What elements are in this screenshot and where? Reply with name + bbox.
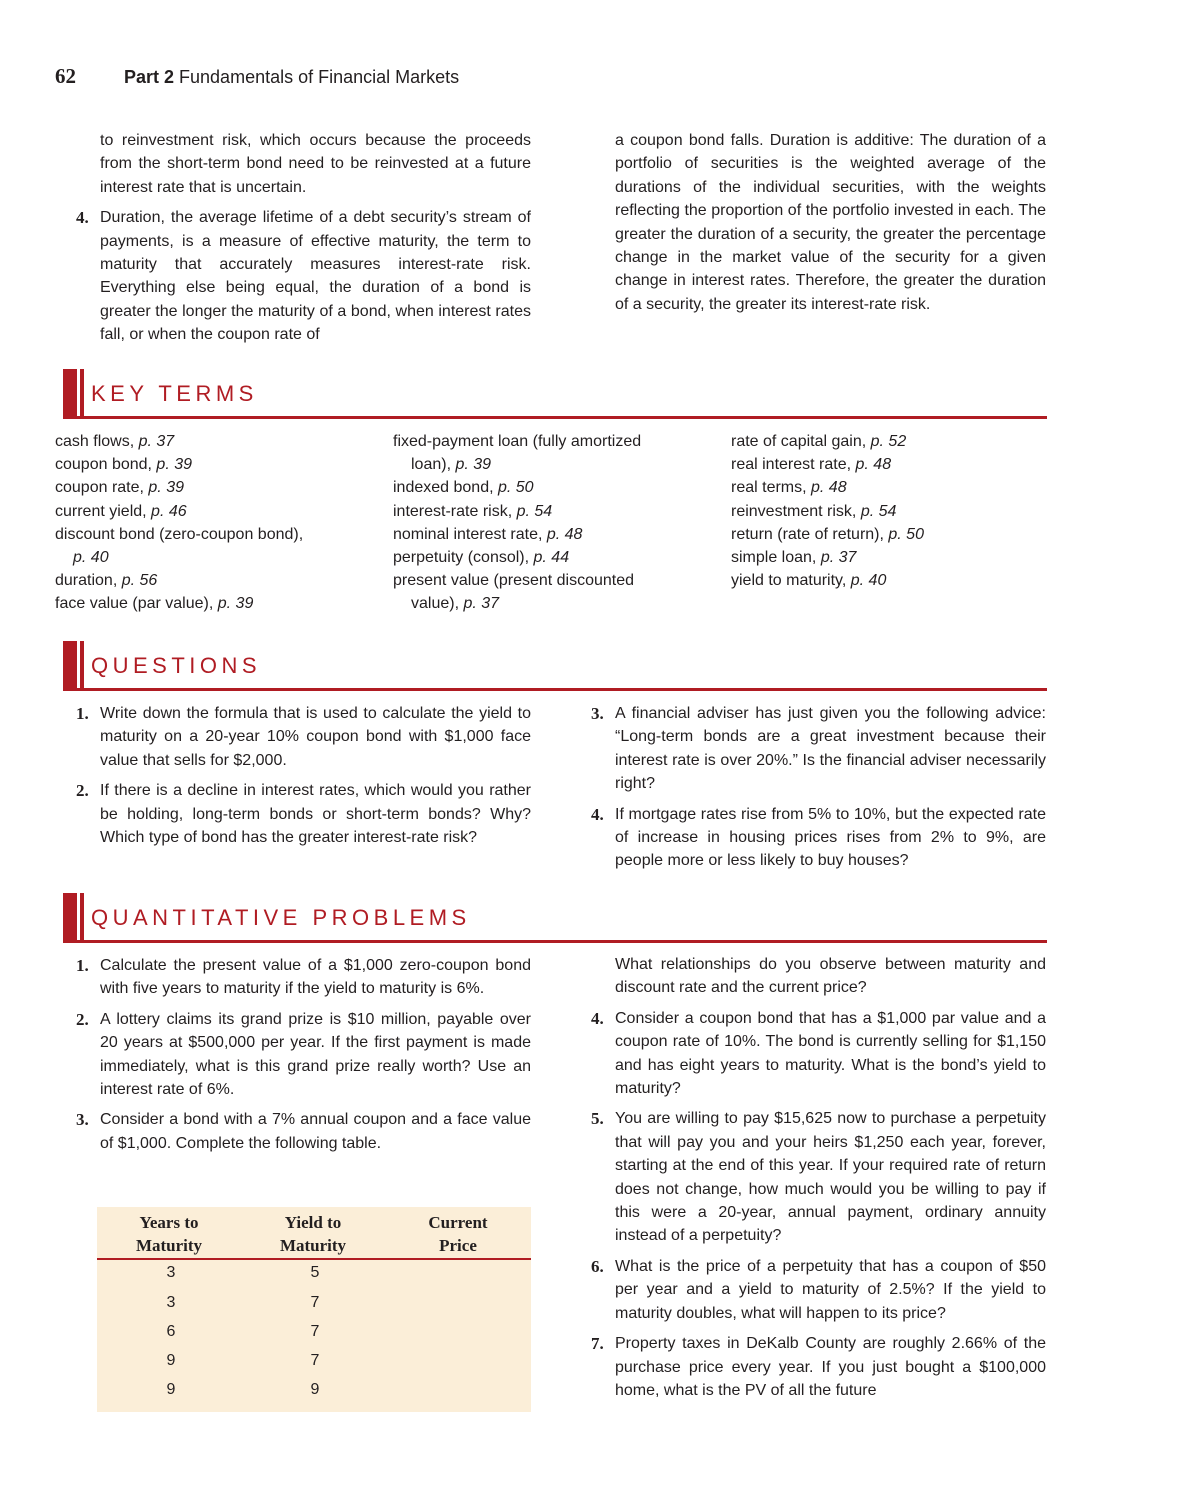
- problem-item: [591, 1107, 1046, 1247]
- key-term-page-ref: p. 50: [888, 525, 924, 543]
- key-term: [393, 546, 641, 569]
- key-term-page-ref: p. 48: [546, 525, 583, 543]
- question-item: [76, 779, 531, 849]
- key-term-label: fixed-payment loan (fully amortized: [393, 433, 642, 450]
- key-term: [393, 430, 641, 453]
- key-term-label: yield to maturity,: [731, 572, 851, 590]
- key-term-page-ref: p. 48: [855, 456, 892, 474]
- key-term-label: real interest rate,: [731, 456, 856, 474]
- section-title: QUESTIONS: [91, 653, 262, 678]
- question-item: [591, 702, 1046, 796]
- key-term: [393, 476, 641, 499]
- key-term: [731, 523, 924, 546]
- page-number: 62: [55, 64, 76, 88]
- table-cell-yield: 9: [310, 1381, 320, 1398]
- key-term: [55, 569, 303, 592]
- running-head: [55, 64, 459, 89]
- table-cell-years: 3: [166, 1264, 176, 1281]
- key-term-page-ref: p. 44: [533, 549, 570, 567]
- key-term: [393, 523, 641, 546]
- key-term-page-ref: p. 39: [217, 595, 254, 613]
- table-header-row: [97, 1207, 531, 1260]
- question-item: [76, 702, 531, 772]
- key-term-page-ref: p. 54: [516, 502, 553, 520]
- problem-text: Consider a coupon bond that has a $1,000 par value and a coupon rate of 10%. The bond is currently selling for $1,150 and has eight years to maturity. What is the bond’s yield to maturity?: [615, 1009, 1046, 1098]
- table-row: [97, 1348, 531, 1377]
- problem-text: Property taxes in DeKalb County are roughly 2.66% of the purchase price every year. If you just bought a $100,000 home, what is the PV of all the future: [615, 1335, 1046, 1399]
- key-term: [55, 546, 303, 569]
- table-row: [97, 1290, 531, 1319]
- key-term-page-ref: p. 54: [860, 502, 897, 520]
- key-term-page-ref: p. 52: [870, 433, 907, 450]
- part-label: Part 2: [124, 67, 175, 87]
- key-term: [393, 569, 641, 592]
- part-title: Fundamentals of Financial Markets: [179, 67, 460, 87]
- problem-number: 6.: [591, 1256, 604, 1276]
- section-marker-thin: [80, 893, 84, 941]
- table-header-yield: Yield to Maturity: [279, 1213, 347, 1255]
- problem-item: [591, 1332, 1046, 1402]
- key-term: [731, 476, 924, 499]
- key-term: [731, 569, 924, 592]
- summary-right-column: [615, 129, 1046, 316]
- problem-item: [76, 954, 531, 1001]
- section-rule: [63, 416, 1047, 419]
- summary-item-4: [76, 206, 531, 346]
- key-term: [393, 453, 641, 476]
- table-cell-yield: 7: [310, 1294, 320, 1311]
- problem-number: 5.: [591, 1109, 604, 1129]
- key-term: [731, 546, 924, 569]
- key-terms-heading: [63, 369, 1047, 419]
- problem-number: 3.: [76, 1110, 89, 1130]
- key-term-page-ref: p. 40: [850, 572, 887, 590]
- key-term: [393, 592, 641, 615]
- table-cell-years: 6: [166, 1323, 176, 1340]
- key-term-label: return (rate of return),: [731, 525, 889, 543]
- problem-text: You are willing to pay $15,625 now to purchase a perpetuity that will pay you and your heirs $1,250 each year, forever, starting at the end of this year. If your required rate of return does not change, how much would you be willing to pay if this were a 20-year, annual payment, ordinary annuity instead of a perpetuity?: [615, 1110, 1046, 1245]
- table-cell-years: 9: [166, 1352, 176, 1369]
- summary-continuation: to reinvestment risk, which occurs because the proceeds from the short-term bond need to be reinvested at a future interest rate that is uncertain.: [100, 132, 531, 196]
- summary-left-column: [76, 129, 531, 347]
- key-term-page-ref: p. 37: [138, 433, 175, 450]
- key-term-label: coupon rate,: [55, 479, 149, 497]
- question-item: [591, 803, 1046, 873]
- table-header-years: Years to Maturity: [135, 1213, 203, 1255]
- key-term: [55, 523, 303, 546]
- key-term-label: coupon bond,: [55, 456, 157, 474]
- key-term-page-ref: p. 46: [151, 502, 187, 520]
- section-marker: [63, 893, 77, 941]
- key-term-label: face value (par value),: [55, 595, 218, 613]
- key-term-label: discount bond (zero-coupon bond),: [55, 525, 304, 543]
- question-number: 3.: [591, 704, 604, 723]
- section-title: KEY TERMS: [91, 381, 258, 406]
- key-term-label: real terms,: [731, 479, 812, 497]
- key-term: [55, 476, 303, 499]
- table-cell-years: 3: [166, 1294, 176, 1311]
- problem-item: [591, 1007, 1046, 1101]
- question-number: 2.: [76, 781, 89, 801]
- problem-item: [76, 1008, 531, 1102]
- key-term-page-ref: p. 39: [156, 456, 193, 474]
- key-terms-column-3: [731, 430, 924, 592]
- key-term: [55, 592, 303, 615]
- bond-price-table: [97, 1207, 531, 1412]
- problem-number: 4.: [591, 1008, 604, 1028]
- key-term: [393, 500, 641, 523]
- table-header-price: Current Price: [428, 1213, 488, 1255]
- problem-text: What is the price of a perpetuity that has a coupon of $50 per year and a yield to maturity of 2.5%? If the yield to maturity doubles, what will happen to its price?: [615, 1257, 1046, 1322]
- quantitative-problems-heading: [63, 893, 1047, 943]
- section-rule: [63, 688, 1047, 691]
- question-text: A financial adviser has just given you the following advice: “Long-term bonds are a great investment because their interest rate is over 20%.” Is the financial adviser necessarily right?: [615, 705, 1046, 793]
- key-term-page-ref: p. 39: [455, 456, 492, 474]
- questions-heading: [63, 641, 1047, 691]
- summary-item-number: 4.: [76, 208, 89, 228]
- key-term-page-ref: p. 48: [811, 479, 847, 497]
- key-term-label: nominal interest rate,: [393, 525, 547, 543]
- problem-text: Calculate the present value of a $1,000 zero-coupon bond with five years to maturity if the yield to maturity is 6%.: [100, 957, 531, 998]
- key-term-label: indexed bond,: [393, 479, 498, 497]
- question-number: 4.: [591, 804, 604, 824]
- key-term-label: rate of capital gain,: [731, 433, 871, 450]
- key-term-label: present value (present discounted: [393, 572, 635, 590]
- key-term: [731, 430, 924, 453]
- problem-number: 2.: [76, 1009, 89, 1029]
- summary-item-text: Duration, the average lifetime of a debt security’s stream of payments, is a measure of effective maturity, the term to maturity that accurately measures interest-rate risk. Everything else being equal, the duration of a bond is greater the longer the maturity of a bond, when interest rates fall, or when the coupon rate of: [100, 209, 531, 344]
- key-term: [55, 453, 303, 476]
- section-marker-thin: [80, 369, 84, 417]
- key-term-page-ref: p. 39: [148, 479, 184, 497]
- key-term-label: loan),: [411, 456, 456, 474]
- key-term-label: duration,: [55, 572, 122, 590]
- table-row: [97, 1377, 531, 1406]
- quant-right-column: [591, 953, 1046, 1402]
- problem-number: 1.: [76, 956, 89, 975]
- question-text: If mortgage rates rise from 5% to 10%, but the expected rate of increase in housing prices rises from 2% to 9%, are people more or less likely to buy houses?: [615, 805, 1046, 870]
- key-term-label: cash flows,: [55, 433, 139, 450]
- key-term-page-ref: p. 37: [463, 595, 500, 613]
- key-term-label: perpetuity (consol),: [393, 549, 534, 567]
- key-term: [55, 500, 303, 523]
- problem-text: A lottery claims its grand prize is $10 million, payable over 20 years at $500,000 per year. If the first payment is made immediately, what is this grand prize really worth? Use an interest rate of 6%.: [100, 1010, 531, 1099]
- key-term-label: reinvestment risk,: [731, 502, 861, 520]
- key-term-label: interest-rate risk,: [393, 502, 517, 520]
- problem-number: 7.: [591, 1334, 604, 1354]
- table-cell-yield: 7: [310, 1323, 320, 1340]
- problem-item: [76, 1108, 531, 1155]
- question-text: If there is a decline in interest rates, which would you rather be holding, long-term bonds or short-term bonds? Why? Which type of bond has the greater interest-rate risk?: [100, 782, 531, 847]
- question-text: Write down the formula that is used to calculate the yield to maturity on a 20-year 10% coupon bond with $1,000 face value that sells for $2,000.: [100, 705, 531, 769]
- quant-left-column: [76, 947, 531, 1155]
- key-terms-column-2: [393, 430, 641, 616]
- key-term-page-ref: p. 50: [497, 479, 534, 497]
- section-marker: [63, 641, 77, 689]
- section-marker: [63, 369, 77, 417]
- questions-left-column: [76, 695, 531, 849]
- problem-continuation: What relationships do you observe between maturity and discount rate and the current price?: [615, 956, 1046, 997]
- problem-item: [591, 1255, 1046, 1325]
- question-number: 1.: [76, 704, 89, 723]
- key-term-label: current yield,: [55, 502, 152, 520]
- problem-text: Consider a bond with a 7% annual coupon and a face value of $1,000. Complete the following table.: [100, 1111, 531, 1152]
- key-term-page-ref: p. 37: [820, 549, 857, 567]
- key-term-label: simple loan,: [731, 549, 821, 567]
- table-row: [97, 1260, 531, 1289]
- questions-right-column: [591, 695, 1046, 873]
- key-term: [731, 500, 924, 523]
- key-term-label: value),: [411, 595, 464, 613]
- key-term: [55, 430, 303, 453]
- key-term-page-ref: p. 40: [73, 549, 109, 567]
- section-marker-thin: [80, 641, 84, 689]
- key-term: [731, 453, 924, 476]
- section-title: QUANTITATIVE PROBLEMS: [91, 905, 471, 930]
- key-term-page-ref: p. 56: [121, 572, 158, 590]
- summary-continuation-right: a coupon bond falls. Duration is additive: The duration of a portfolio of securities is the weighted average of the durations of the individual securities, with the weights reflecting the proportion of the portfolio invested in each. The greater the duration of a security, the greater the percentage change in the market value of the security for a given change in interest rates. Therefore, the greater the duration of a security, the greater its interest-rate risk.: [615, 132, 1046, 313]
- table-row: [97, 1319, 531, 1348]
- table-cell-yield: 7: [310, 1352, 320, 1369]
- table-cell-years: 9: [166, 1381, 176, 1398]
- table-cell-yield: 5: [310, 1264, 320, 1281]
- key-terms-column-1: [55, 430, 303, 616]
- section-rule: [63, 940, 1047, 943]
